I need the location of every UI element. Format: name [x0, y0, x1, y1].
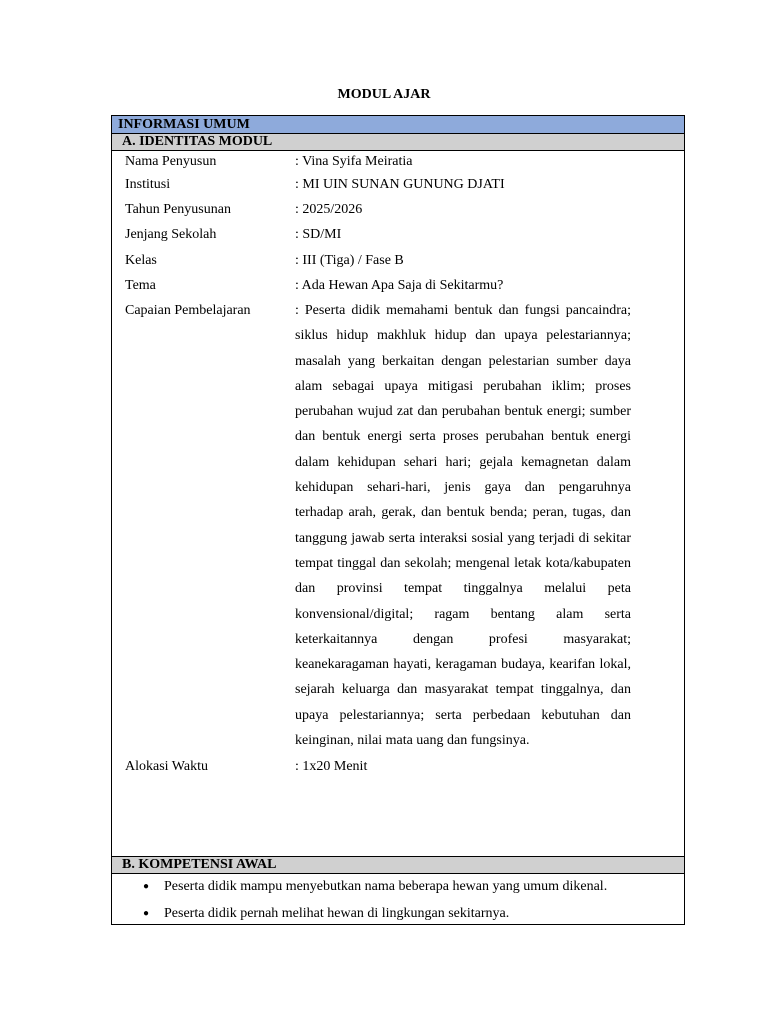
- field-value: : MI UIN SUNAN GUNUNG DJATI: [295, 177, 505, 192]
- row-jenjang-sekolah: [112, 222, 684, 247]
- field-label: Nama Penyusun: [125, 154, 217, 169]
- field-label: Jenjang Sekolah: [125, 227, 217, 243]
- module-info-table: [111, 115, 685, 925]
- list-item-text: Peserta didik mampu menyebutkan nama beberapa hewan yang umum dikenal.: [164, 879, 608, 894]
- field-value: : SD/MI: [295, 227, 342, 243]
- field-value: : Peserta didik memahami bentuk dan fungsi pancaindra; siklus hidup makhluk hidup dan upaya pelestariannya; masalah yang berkaitan dengan pelestarian sumber daya alam sebagai upaya mitigasi perubahan iklim; proses perubahan wujud zat dan perubahan bentuk energi; sumber dan bentuk energi serta proses perubahan bentuk energi dalam kehidupan sehari hari; gejala kemagnetan dalam kehidupan sehari-hari, jenis gaya dan pengaruhnya terhadap arah, gerak, dan bentuk benda; peran, tugas, dan tanggung jawab serta interaksi sosial yang terjadi di sekitar tempat tinggal dan sekolah; mengenal letak kota/kabupaten dan provinsi tempat tinggalnya melalui peta konvensional/digital; ragam bentang alam serta keterkaitannya dengan profesi masyarakat; keanekaragaman hayati, keragaman budaya, kearifan lokal, sejarah keluarga dan masyarakat tempat tinggalnya, dan upaya pelestariannya; serta perbedaan kebutuhan dan keinginan, nilai mata uang dan fungsinya.: [295, 302, 631, 748]
- field-value: : 1x20 Menit: [295, 759, 368, 775]
- list-item: [112, 901, 684, 928]
- field-value: : Vina Syifa Meiratia: [295, 154, 413, 169]
- field-label: Institusi: [125, 177, 171, 192]
- row-nama-penyusun: [112, 151, 684, 172]
- row-tema: [112, 273, 684, 298]
- bullet-icon: ●: [143, 881, 150, 892]
- field-label: Tema: [125, 277, 156, 293]
- field-value: : III (Tiga) / Fase B: [295, 252, 404, 268]
- section-header-kompetensi-awal: B. KOMPETENSI AWAL: [112, 856, 684, 874]
- field-label: Alokasi Waktu: [125, 759, 208, 775]
- row-alokasi-waktu: [112, 754, 684, 779]
- section-header-identitas-modul: A. IDENTITAS MODUL: [112, 134, 684, 151]
- field-label: Kelas: [125, 252, 157, 268]
- kompetensi-list: [112, 874, 684, 928]
- row-tahun-penyusunan: [112, 197, 684, 222]
- field-value: : 2025/2026: [295, 202, 363, 218]
- field-label: Capaian Pembelajaran: [125, 302, 251, 318]
- field-value: : Ada Hewan Apa Saja di Sekitarmu?: [295, 277, 504, 293]
- document-title: MODUL AJAR: [337, 87, 431, 102]
- field-label: Tahun Penyusunan: [125, 202, 231, 218]
- bullet-icon: ●: [143, 908, 150, 919]
- row-capaian-pembelajaran: [112, 298, 684, 753]
- identitas-rows: [112, 151, 684, 779]
- row-institusi: [112, 172, 684, 197]
- section-header-informasi-umum: INFORMASI UMUM: [112, 116, 684, 134]
- list-item-text: Peserta didik pernah melihat hewan di lingkungan sekitarnya.: [164, 906, 510, 921]
- row-kelas: [112, 248, 684, 273]
- list-item: [112, 874, 684, 901]
